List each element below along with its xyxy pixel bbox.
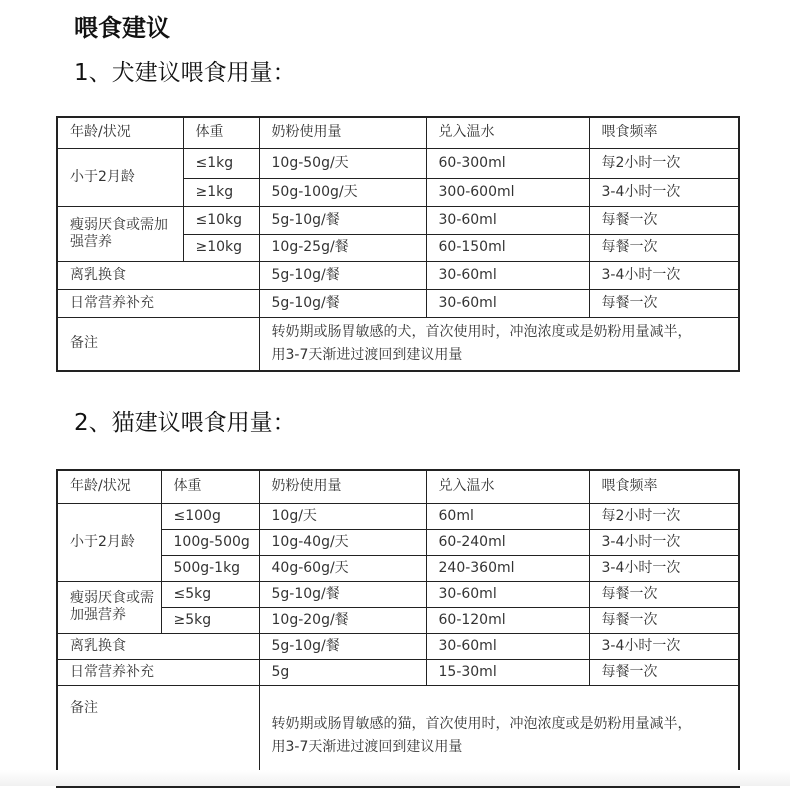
amount-cell: 5g-10g/餐 xyxy=(259,581,426,607)
weight-cell: 500g-1kg xyxy=(161,555,259,581)
table-row xyxy=(57,633,739,659)
table-row xyxy=(57,659,739,685)
amount-cell: 10g-40g/天 xyxy=(259,529,426,555)
water-cell: 30-60ml xyxy=(426,261,589,289)
water-cell: 60-120ml xyxy=(426,607,589,633)
bottom-shadow xyxy=(0,770,790,786)
condition-cell: 瘦弱厌食或需加强营养 xyxy=(57,581,161,633)
frequency-cell: 3-4小时一次 xyxy=(589,261,739,289)
dog-section-heading: 1、犬建议喂食用量： xyxy=(74,60,296,86)
frequency-cell: 每餐一次 xyxy=(589,659,739,685)
amount-cell: 10g-20g/餐 xyxy=(259,607,426,633)
table-row xyxy=(57,261,739,289)
table-row xyxy=(57,503,739,529)
dog-feeding-table xyxy=(56,116,740,372)
note-line: 用3-7天渐进过渡回到建议用量 xyxy=(271,738,463,755)
condition-cell: 小于2月龄 xyxy=(57,503,161,581)
cat-section-heading: 2、猫建议喂食用量： xyxy=(74,410,296,436)
frequency-cell: 3-4小时一次 xyxy=(589,633,739,659)
note-line: 用3-7天渐进过渡回到建议用量 xyxy=(271,346,463,363)
water-cell: 15-30ml xyxy=(426,659,589,685)
note-label: 备注 xyxy=(57,685,259,787)
header-row xyxy=(57,117,739,148)
header-condition: 年龄/状况 xyxy=(57,470,161,503)
amount-cell: 10g-50g/天 xyxy=(259,148,426,178)
table-row xyxy=(57,289,739,317)
header-amount: 奶粉使用量 xyxy=(259,117,426,148)
amount-cell: 10g/天 xyxy=(259,503,426,529)
page-title: 喂食建议 xyxy=(74,14,170,42)
amount-cell: 40g-60g/天 xyxy=(259,555,426,581)
condition-cell: 离乳换食 xyxy=(57,261,259,289)
amount-cell: 5g-10g/餐 xyxy=(259,633,426,659)
note-row xyxy=(57,317,739,371)
header-frequency: 喂食频率 xyxy=(589,470,739,503)
weight-cell: ≥1kg xyxy=(183,178,259,206)
water-cell: 60-300ml xyxy=(426,148,589,178)
condition-cell: 离乳换食 xyxy=(57,633,259,659)
frequency-cell: 每餐一次 xyxy=(589,206,739,234)
amount-cell: 5g-10g/餐 xyxy=(259,261,426,289)
condition-cell: 日常营养补充 xyxy=(57,289,259,317)
water-cell: 30-60ml xyxy=(426,206,589,234)
weight-cell: 100g-500g xyxy=(161,529,259,555)
frequency-cell: 每2小时一次 xyxy=(589,503,739,529)
condition-cell: 瘦弱厌食或需加强营养 xyxy=(57,206,183,261)
header-weight: 体重 xyxy=(183,117,259,148)
water-cell: 30-60ml xyxy=(426,289,589,317)
water-cell: 60-150ml xyxy=(426,234,589,261)
header-amount: 奶粉使用量 xyxy=(259,470,426,503)
note-text xyxy=(259,317,739,371)
header-water: 兑入温水 xyxy=(426,470,589,503)
weight-cell: ≥5kg xyxy=(161,607,259,633)
frequency-cell: 3-4小时一次 xyxy=(589,178,739,206)
frequency-cell: 3-4小时一次 xyxy=(589,555,739,581)
frequency-cell: 3-4小时一次 xyxy=(589,529,739,555)
amount-cell: 5g-10g/餐 xyxy=(259,289,426,317)
frequency-cell: 每餐一次 xyxy=(589,234,739,261)
weight-cell: ≤10kg xyxy=(183,206,259,234)
header-condition: 年龄/状况 xyxy=(57,117,183,148)
condition-cell: 日常营养补充 xyxy=(57,659,259,685)
table-row xyxy=(57,206,739,234)
condition-cell: 小于2月龄 xyxy=(57,148,183,206)
frequency-cell: 每餐一次 xyxy=(589,607,739,633)
water-cell: 60ml xyxy=(426,503,589,529)
note-line: 转奶期或肠胃敏感的猫，首次使用时，冲泡浓度或是奶粉用量减半， xyxy=(271,715,692,732)
table-row xyxy=(57,581,739,607)
note-label: 备注 xyxy=(57,317,259,371)
header-frequency: 喂食频率 xyxy=(589,117,739,148)
frequency-cell: 每2小时一次 xyxy=(589,148,739,178)
water-cell: 30-60ml xyxy=(426,581,589,607)
table-row xyxy=(57,148,739,178)
weight-cell: ≥10kg xyxy=(183,234,259,261)
frequency-cell: 每餐一次 xyxy=(589,581,739,607)
amount-cell: 50g-100g/天 xyxy=(259,178,426,206)
header-row xyxy=(57,470,739,503)
water-cell: 30-60ml xyxy=(426,633,589,659)
water-cell: 240-360ml xyxy=(426,555,589,581)
weight-cell: ≤100g xyxy=(161,503,259,529)
frequency-cell: 每餐一次 xyxy=(589,289,739,317)
note-line: 转奶期或肠胃敏感的犬，首次使用时，冲泡浓度或是奶粉用量减半， xyxy=(271,323,692,340)
water-cell: 300-600ml xyxy=(426,178,589,206)
weight-cell: ≤5kg xyxy=(161,581,259,607)
weight-cell: ≤1kg xyxy=(183,148,259,178)
amount-cell: 5g xyxy=(259,659,426,685)
header-weight: 体重 xyxy=(161,470,259,503)
amount-cell: 10g-25g/餐 xyxy=(259,234,426,261)
header-water: 兑入温水 xyxy=(426,117,589,148)
cat-feeding-table xyxy=(56,469,740,788)
water-cell: 60-240ml xyxy=(426,529,589,555)
amount-cell: 5g-10g/餐 xyxy=(259,206,426,234)
